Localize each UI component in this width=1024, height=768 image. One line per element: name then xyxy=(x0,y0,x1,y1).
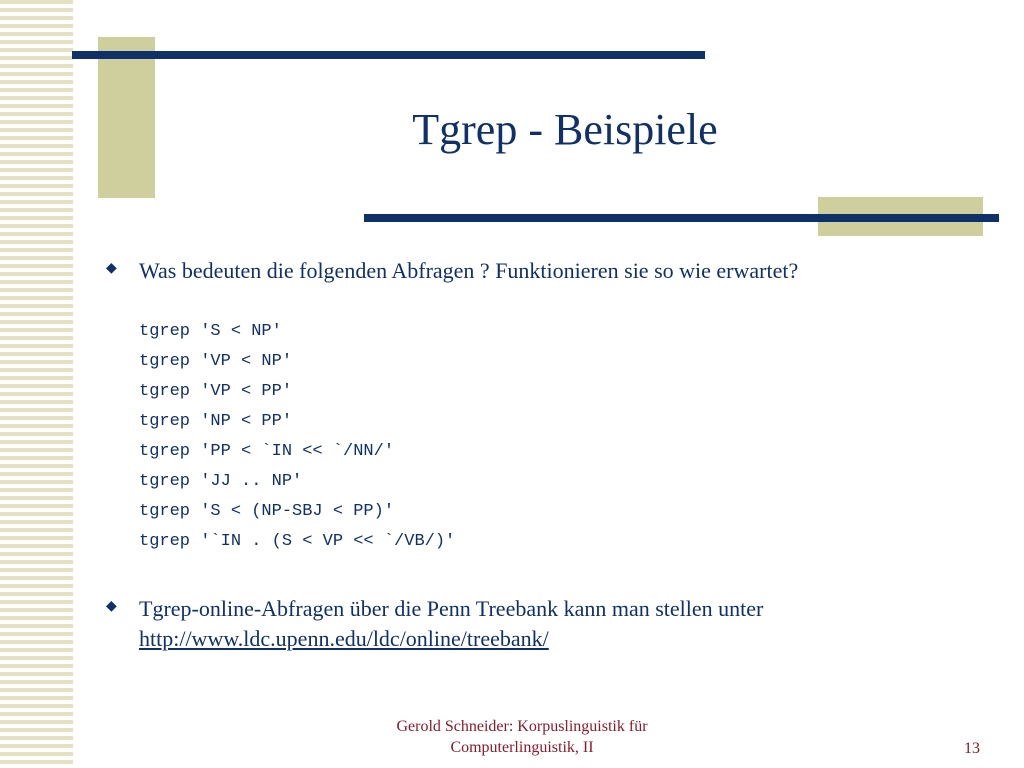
code-line: tgrep 'PP < `IN << `/NN/' xyxy=(139,442,395,461)
page-number: 13 xyxy=(964,740,980,757)
decorative-block-top xyxy=(98,37,155,198)
decorative-stripes xyxy=(0,0,73,768)
code-line: tgrep 'NP < PP' xyxy=(139,412,293,431)
footer-credit xyxy=(357,716,687,758)
bullet-text-questions: Was bedeuten die folgenden Abfragen ? Funktionieren sie so wie erwartet? xyxy=(139,258,799,283)
code-line: tgrep 'S < (NP-SBJ < PP)' xyxy=(139,502,395,521)
code-line: tgrep '`IN . (S < VP << `/VB/)' xyxy=(139,532,456,551)
code-line: tgrep 'S < NP' xyxy=(139,322,282,341)
slide-title: Tgrep - Beispiele xyxy=(412,105,718,154)
code-line: tgrep 'VP < NP' xyxy=(139,352,293,371)
diamond-bullet-icon: ◆ xyxy=(106,261,117,276)
bullet-text-online-label: Tgrep-online-Abfragen über die Penn Treebank kann man stellen unter xyxy=(139,596,764,621)
footer-line-1: Gerold Schneider: Korpuslinguistik für xyxy=(396,718,648,735)
footer-line-2: Computerlinguistik, II xyxy=(450,739,594,756)
treebank-link[interactable]: http://www.ldc.upenn.edu/ldc/online/treebank/ xyxy=(139,626,549,651)
title-bar-bottom xyxy=(364,214,999,222)
title-bar-top xyxy=(72,51,705,59)
diamond-bullet-icon: ◆ xyxy=(106,599,117,614)
code-line: tgrep 'VP < PP' xyxy=(139,382,293,401)
tgrep-query-list xyxy=(139,317,455,557)
code-line: tgrep 'JJ .. NP' xyxy=(139,472,303,491)
bullet-text-online xyxy=(139,594,969,654)
